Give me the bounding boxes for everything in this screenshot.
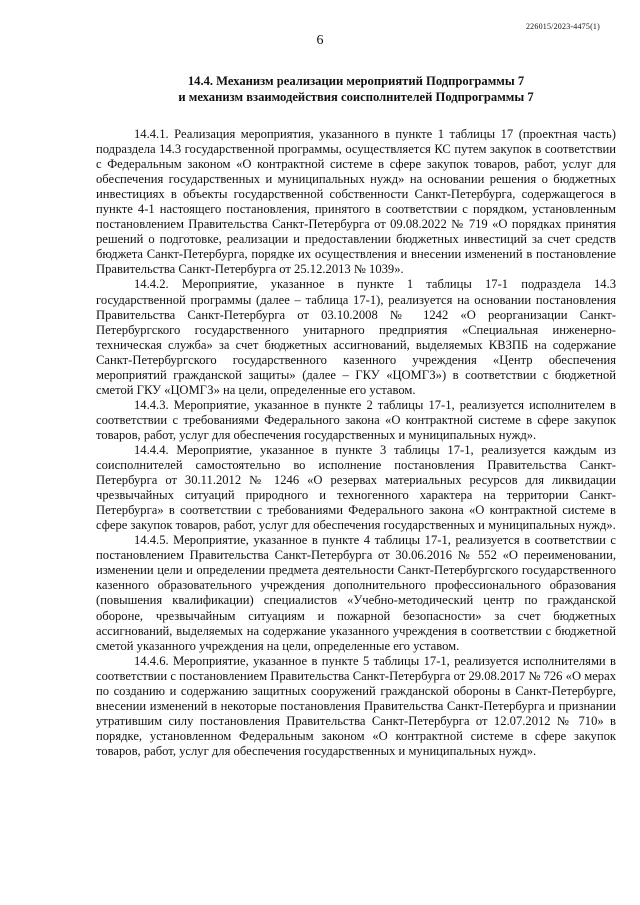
page-number: 6 xyxy=(316,33,324,48)
paragraph-14-4-5: 14.4.5. Мероприятие, указанное в пункте 4 таблицы 17-1, реализуется в соответствии с постановлением Правительства Санкт-Петербурга от 30.06.2016 № 552 «О переименовании, изменении цели и определении предмета деятельности Санкт-Петербургского государственного казенного образовательного учреждения дополнительного профессионального образования (повышения квалификации) специалистов «Учебно-методический центр по гражданской обороне, чрезвычайным ситуациям и пожарной безопасности» за счет бюджетных ассигнований, выделяемых на содержание указанного учреждения в соответствии с бюджетной сметой указанного учреждения на цели, определенные его уставом. xyxy=(96,533,616,653)
section-title-line-2: и механизм взаимодействия соисполнителей Подпрограммы 7 xyxy=(178,89,534,104)
paragraph-14-4-6: 14.4.6. Мероприятие, указанное в пункте 5 таблицы 17-1, реализуется исполнителями в соответствии с постановлением Правительства Санкт-Петербурга от 29.08.2017 № 726 «О мерах по созданию и содержанию защитных сооружений гражданской обороны в Санкт-Петербурге, внесении изменений в некоторые постановления Правительства Санкт-Петербурга и признании утратившим силу постановления Правительства Санкт-Петербурга от 12.07.2012 № 710» в порядке, установленном Федеральным законом «О контрактной системе в сфере закупок товаров, работ, услуг для обеспечения государственных и муниципальных нужд». xyxy=(96,653,616,758)
document-number: 226015/2023-4475(1) xyxy=(525,22,600,31)
section-title xyxy=(96,74,616,105)
paragraph-14-4-3: 14.4.3. Мероприятие, указанное в пункте 2 таблицы 17-1, реализуется исполнителем в соответствии с требованиями Федерального закона «О контрактной системе в сфере закупок товаров, работ, услуг для обеспечения государственных и муниципальных нужд». xyxy=(96,397,616,442)
section-title-line-1: 14.4. Механизм реализации мероприятий Подпрограммы 7 xyxy=(187,74,525,88)
document-body xyxy=(96,74,616,759)
paragraph-14-4-2: 14.4.2. Мероприятие, указанное в пункте 1 таблицы 17-1 подраздела 14.3 государственной программы (далее – таблица 17-1), реализуется на основании постановления Правительства Санкт-Петербурга от 03.10.2008 № 1242 «О реорганизации Санкт-Петербургского государственного унитарного предприятия «Специальная инженерно-техническая служба» за счет бюджетных ассигнований, выделяемых КВЗПБ на содержание Санкт-Петербургского государственного казенного учреждения «Центр обеспечения мероприятий гражданской защиты» (далее – ГКУ «ЦОМГЗ») в соответствии с бюджетной сметой ГКУ «ЦОМГЗ» на цели, определенные его уставом. xyxy=(96,277,616,397)
paragraph-14-4-4: 14.4.4. Мероприятие, указанное в пункте 3 таблицы 17-1, реализуется каждым из соисполнителей самостоятельно во исполнение постановления Правительства Санкт-Петербурга от 30.11.2012 № 1246 «О резервах материальных ресурсов для ликвидации чрезвычайных ситуаций природного и техногенного характера на территории Санкт-Петербурга» в соответствии с требованиями Федерального закона «О контрактной системе в сфере закупок товаров, работ, услуг для обеспечения государственных и муниципальных нужд». xyxy=(96,442,616,533)
paragraph-14-4-1: 14.4.1. Реализация мероприятия, указанного в пункте 1 таблицы 17 (проектная часть) подраздела 14.3 государственной программы, осуществляется КС путем закупок в соответствии с Федеральным законом «О контрактной системе в сфере закупок товаров, работ, услуг для обеспечения государственных и муниципальных нужд» на основании решения о бюджетных инвестициях в объекты государственной собственности Санкт-Петербурга, содержащегося в пункте 4-1 настоящего постановления, принятого в соответствии с порядком, установленным постановлением Правительства Санкт-Петербурга от 09.08.2022 № 719 «О порядках принятия решений о подготовке, реализации и предоставлении бюджетных инвестиций за счет средств бюджета Санкт-Петербурга, порядке их осуществления и внесении изменений в постановление Правительства Санкт-Петербурга от 25.12.2013 № 1039». xyxy=(96,127,616,277)
